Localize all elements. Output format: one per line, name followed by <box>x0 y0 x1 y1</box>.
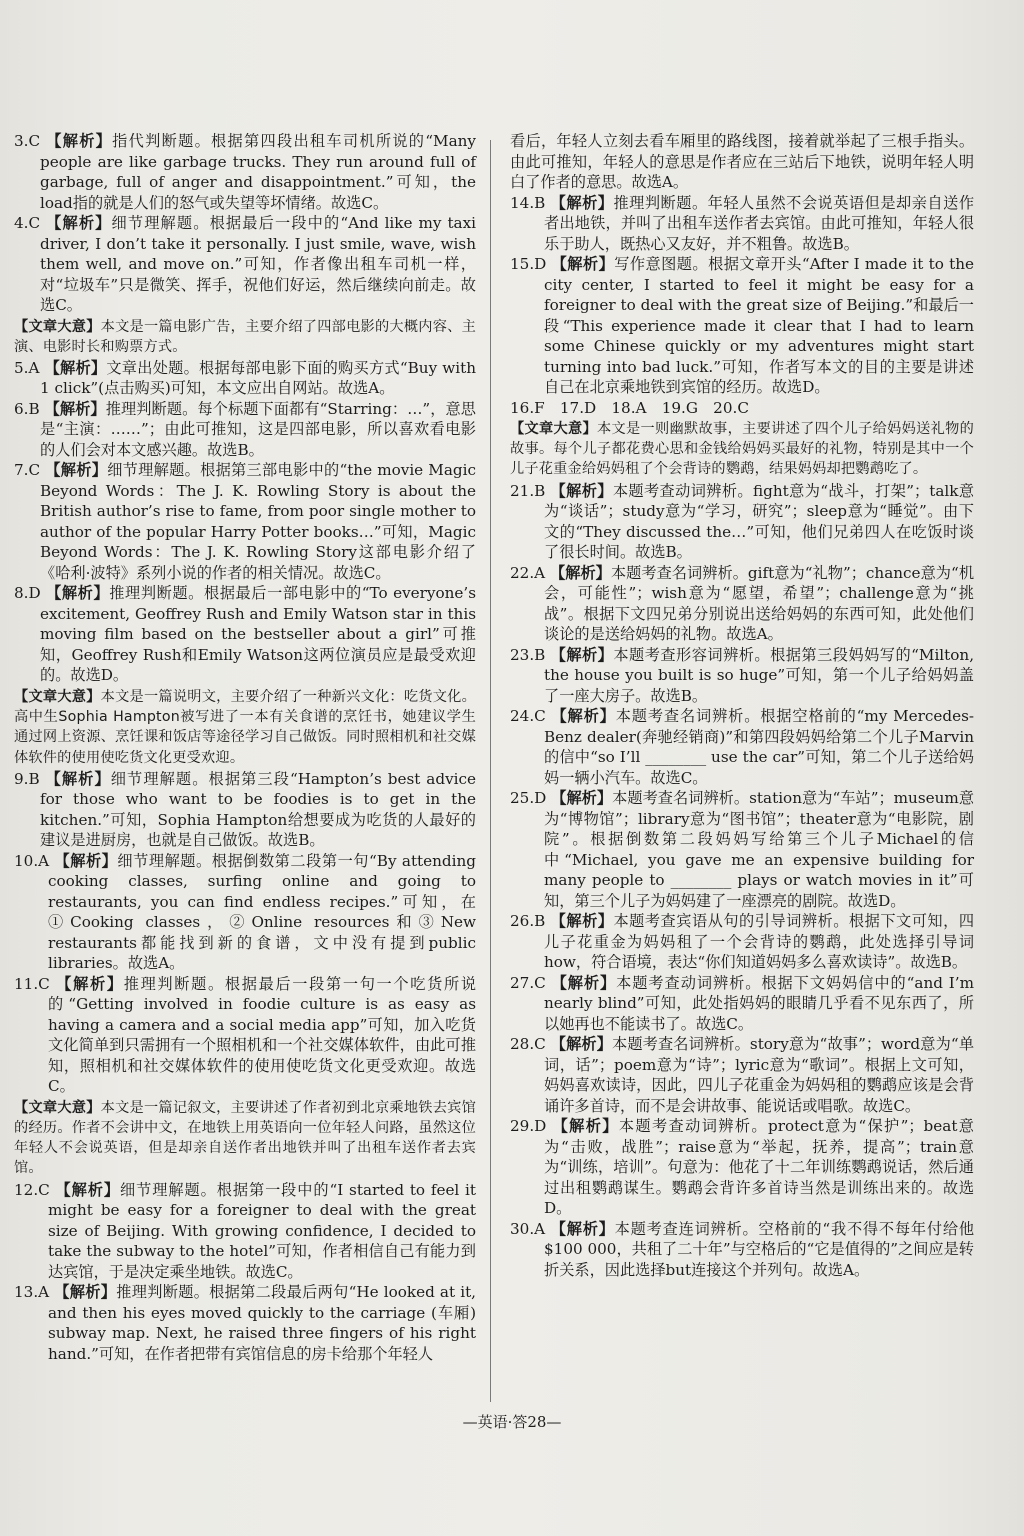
question-number: 22.A <box>510 563 546 582</box>
analysis-tag: 【解析】 <box>46 132 113 150</box>
left-column <box>14 131 476 1364</box>
analysis-text: 本题考查名词辨析。gift意为“礼物”；chance意为“机会，可能性”；wish意为“愿望，希望”；challenge意为“挑战”。根据下文四兄弟分别说出送给妈妈的东西可知，此处他们谈论的是送给妈妈的礼物。故选A。 <box>544 563 975 644</box>
analysis-tag: 【解析】 <box>45 769 111 788</box>
answer-item <box>510 1219 974 1281</box>
analysis-tag: 【解析】 <box>54 851 118 870</box>
question-number: 8.D <box>14 584 41 603</box>
article-summary <box>14 687 476 768</box>
question-number: 13.A <box>14 1283 50 1302</box>
summary-text: 本文是一篇记叙文，主要讲述了作者初到北京乘地铁去宾馆的经历。作者不会讲中文，在地铁上用英语向一位年轻人问路，虽然这位年轻人不会说英语，但是却亲自送作者出地铁并叫了出租车送作者去宾馆。 <box>14 1099 477 1177</box>
analysis-tag: 【解析】 <box>550 912 614 931</box>
answer-item <box>14 460 476 583</box>
question-number: 24.C <box>510 707 546 726</box>
analysis-tag: 【解析】 <box>55 1180 121 1199</box>
analysis-text: 本题考查形容词辨析。根据第三段妈妈写的“Milton, the house you built is so huge”可知，第一个儿子给妈妈盖了一座大房子。故选B。 <box>544 645 975 705</box>
question-number: 28.C <box>510 1035 546 1054</box>
answer-item <box>14 399 476 461</box>
summary-tag: 【文章大意】 <box>510 421 598 437</box>
analysis-tag: 【解析】 <box>550 645 614 664</box>
analysis-text: 写作意图题。根据文章开头“After I made it to the city center, I started to feel it might be easy for a foreigner to deal with the great size of Beijing.”和最后一段“This experience made it clear that I had to learn some Chinese quickly or my adventures might start turning into bad luck.”可知，作者写本文的目的主要是讲述自己在北京乘地铁到宾馆的经历。故选D。 <box>544 255 975 396</box>
question-number: 27.C <box>510 973 546 992</box>
analysis-text: 推理判断题。根据最后一段第一句一个吃货所说的“Getting involved in foodie culture is as easy as having a camera and a social media app”可知，加入吃货文化简单到只需拥有一个照相机和一个社交媒体软件，由此可推知，照相机和社交媒体软件的使用使吃货文化更受欢迎。故选C。 <box>48 974 477 1096</box>
analysis-tag: 【解析】 <box>551 789 613 808</box>
answer-text: 看后，年轻人立刻去看车厢里的路线图，接着就举起了三根手指头。由此可推知，年轻人的意思是作者应在三站后下地铁，说明年轻人明白了作者的意思。故选A。 <box>510 132 974 191</box>
question-number: 9.B <box>14 769 40 788</box>
question-number: 29.D <box>510 1117 547 1136</box>
analysis-text: 本题考查名词辨析。根据空格前的“my Mercedes-Benz dealer(奔驰经销商)”和第四段妈妈给第二个儿子Marvin的信中“so I’ll ________ use the car”可知，第二个儿子送给妈妈一辆小汽车。故选C。 <box>544 707 975 787</box>
analysis-text: 本题考查动词辨析。protect意为“保护”；beat意为“击败，战胜”；raise意为“举起，抚养，提高”；train意为“训练，培训”。句意为：他花了十二年训练鹦鹉说话，然后通过出租鹦鹉谋生。鹦鹉会背许多首诗当然是训练出来的。故选D。 <box>544 1117 974 1218</box>
answer-item <box>510 254 974 398</box>
analysis-text: 推理判断题。根据最后一部电影中的“To everyone’s excitement, Geoffrey Rush and Emily Watson star in this moving film based on the bestseller about a girl”可推知，Geoffrey Rush和Emily Watson这两位演员应是最受欢迎的。故选D。 <box>40 584 477 685</box>
analysis-text: 本题考查名词辨析。station意为“车站”；museum意为“博物馆”；library意为“图书馆”；theater意为“电影院，剧院”。根据倒数第二段妈妈写给第三个儿子Michael的信中“Michael, you gave me an expensive building for many people to ________ plays or watch movies in it”可知，第三个儿子为妈妈建了一座漂亮的剧院。故选D。 <box>544 789 975 910</box>
answer-item <box>510 645 974 707</box>
answer-item <box>14 974 476 1097</box>
question-number: 25.D <box>510 789 547 808</box>
analysis-tag: 【解析】 <box>550 193 614 212</box>
analysis-text: 本题考查宾语从句的引导词辨析。根据下文可知，四儿子花重金为妈妈租了一个会背诗的鹦鹉，此处选择引导词how，符合语境，表达“你们知道妈妈多么喜欢读诗”。故选B。 <box>544 912 975 972</box>
answer-item <box>510 563 974 645</box>
summary-text: 本文是一篇说明文，主要介绍了一种新兴文化：吃货文化。高中生Sophia Hampton被写进了一本有关食谱的烹饪书，她建议学生通过网上资源、烹饪课和饭店等途径学习自己做饭。同时照相机和社交媒体软件的使用使吃货文化更受欢迎。 <box>14 688 477 766</box>
answer-item <box>14 358 476 399</box>
answer-item <box>14 131 476 213</box>
analysis-tag: 【解析】 <box>552 1117 619 1136</box>
analysis-text: 本题考查动词辨析。fight意为“战斗，打架”；talk意为“谈话”；study意为“学习，研究”；sleep意为“睡觉”。由下文的“They discussed the…”可知，他们兄弟四人在吃饭时谈了很长时间。故选B。 <box>544 481 975 562</box>
answer-item <box>510 706 974 788</box>
answer-item <box>14 769 476 851</box>
column-divider <box>490 140 491 1402</box>
analysis-text: 推理判断题。每个标题下面都有“Starring：…”，意思是“主演：……”；由此可推知，这是四部电影，所以喜欢看电影的人们会对本文感兴趣。故选B。 <box>40 399 476 459</box>
answer-item <box>510 1116 974 1219</box>
answer-item <box>14 1180 476 1283</box>
analysis-tag: 【解析】 <box>550 481 613 500</box>
summary-text: 本文是一则幽默故事，主要讲述了四个儿子给妈妈送礼物的故事。每个儿子都花费心思和金钱给妈妈买最好的礼物，特别是其中一个儿子花重金给妈妈租了个会背诗的鹦鹉，结果妈妈却把鹦鹉吃了。 <box>510 421 975 478</box>
answer-item <box>510 788 974 911</box>
answer-item <box>510 193 974 255</box>
answer-text: 16.F 17.D 18.A 19.G 20.C <box>510 398 749 417</box>
answer-item <box>14 1282 476 1364</box>
analysis-text: 细节理解题。根据第三部电影中的“the movie Magic Beyond Words：The J. K. Rowling Story is about the British author’s rise to fame, from poor single mother to author of the popular Harry Potter books…”可知，Magic Beyond Words：The J. K. Rowling Story这部电影介绍了《哈利·波特》系列小说的作者的相关情况。故选C。 <box>40 461 476 582</box>
question-number: 30.A <box>510 1219 546 1238</box>
question-number: 26.B <box>510 912 546 931</box>
question-number: 11.C <box>14 974 50 993</box>
analysis-tag: 【解析】 <box>551 707 616 726</box>
question-number: 14.B <box>510 193 546 212</box>
question-number: 15.D <box>510 255 547 273</box>
analysis-tag: 【解析】 <box>550 563 611 582</box>
analysis-tag: 【解析】 <box>551 973 617 992</box>
answer-item <box>510 973 974 1035</box>
answer-item <box>14 213 476 316</box>
question-number: 3.C <box>14 132 41 150</box>
summary-tag: 【文章大意】 <box>14 318 101 335</box>
analysis-text: 本题考查名词辨析。story意为“故事”；word意为“单词，话”；poem意为“诗”；lyric意为“歌词”。根据上文可知，妈妈喜欢读诗，因此，四儿子花重金为妈妈租的鹦鹉应该是会背诵许多首诗，而不是会讲故事、能说话或唱歌。故选C。 <box>544 1035 975 1115</box>
analysis-tag: 【解析】 <box>550 1219 615 1238</box>
analysis-tag: 【解析】 <box>46 584 110 603</box>
analysis-text: 细节理解题。根据第一段中的“I started to feel it might be easy for a foreigner to deal with the great size of Beijing. With growing confidence, I decided to take the subway to the hotel”可知，作者相信自己有能力到达宾馆，于是决定乘坐地铁。故选C。 <box>48 1180 477 1281</box>
analysis-text: 细节理解题。根据倒数第二段第一句“By attending cooking classes, surfing online and going to restaurants, you can find endless recipes.”可知，在①Cooking classes，②Online resources和③New restaurants都能找到新的食谱，文中没有提到public libraries。故选A。 <box>48 851 477 973</box>
article-summary <box>14 317 476 357</box>
answer-item <box>14 583 476 686</box>
analysis-tag: 【解析】 <box>44 358 107 377</box>
analysis-text: 推理判断题。根据第二段最后两句“He looked at it, and then his eyes moved quickly to the carriage (车厢) subway map. Next, he raised three fingers of his right hand.”可知，在作者把带有宾馆信息的房卡给那个年轻人 <box>48 1283 477 1363</box>
analysis-text: 细节理解题。根据第三段“Hampton’s best advice for those who want to be foodies is to get in the kitchen.”可知，Sophia Hampton给想要成为吃货的人最好的建议是进厨房，也就是自己做饭。故选B。 <box>40 769 477 850</box>
question-number: 21.B <box>510 481 546 500</box>
article-summary <box>510 419 974 480</box>
summary-text: 本文是一篇电影广告，主要介绍了四部电影的大概内容、主演、电影时长和购票方式。 <box>14 318 477 355</box>
analysis-text: 推理判断题。年轻人虽然不会说英语但是却亲自送作者出地铁，并叫了出租车送作者去宾馆。由此可推知，年轻人很乐于助人，既热心又友好，并不粗鲁。故选B。 <box>544 193 975 253</box>
summary-tag: 【文章大意】 <box>14 1099 101 1116</box>
right-column <box>510 131 974 1280</box>
summary-tag: 【文章大意】 <box>14 688 101 705</box>
analysis-text: 本题考查连词辨析。空格前的“我不得不每年付给他$100 000，共租了二十年”与空格后的“它是值得的”之间应是转折关系，因此选择but连接这个并列句。故选A。 <box>544 1219 975 1279</box>
analysis-text: 文章出处题。根据每部电影下面的购买方式“Buy with 1 click”(点击购买)可知，本文应出自网站。故选A。 <box>40 358 477 398</box>
analysis-tag: 【解析】 <box>550 1035 613 1054</box>
analysis-text: 细节理解题。根据最后一段中的“And like my taxi driver, I don’t take it personally. I just smile, wave, wish them well, and move on.”可知，作者像出租车司机一样，对“垃圾车”只是微笑、挥手，祝他们好运，然后继续向前走。故选C。 <box>40 214 477 314</box>
article-summary <box>14 1098 476 1179</box>
analysis-tag: 【解析】 <box>56 974 124 993</box>
question-number: 4.C <box>14 214 41 232</box>
analysis-text: 指代判断题。根据第四段出租车司机所说的“Many people are like garbage trucks. They run around full of garbage, full of anger and disappointment.”可知，the load指的就是人们的怒气或失望等坏情绪。故选C。 <box>40 132 477 212</box>
answer-item <box>14 851 476 974</box>
answer-item <box>510 911 974 973</box>
question-number: 12.C <box>14 1180 50 1199</box>
analysis-tag: 【解析】 <box>46 214 112 232</box>
question-number: 10.A <box>14 851 50 870</box>
analysis-text: 本题考查动词辨析。根据下文妈妈信中的“and I’m nearly blind”可知，此处指妈妈的眼睛几乎看不见东西了，所以她再也不能读书了。故选C。 <box>544 973 974 1033</box>
analysis-tag: 【解析】 <box>551 255 615 273</box>
analysis-tag: 【解析】 <box>45 461 108 480</box>
answer-item <box>510 481 974 563</box>
question-number: 6.B <box>14 399 40 418</box>
question-number: 7.C <box>14 461 41 480</box>
question-number: 5.A <box>14 358 40 377</box>
analysis-tag: 【解析】 <box>44 399 106 418</box>
page-footer: —英语·答28— <box>462 1413 562 1431</box>
analysis-tag: 【解析】 <box>54 1283 117 1302</box>
question-number: 23.B <box>510 645 546 664</box>
answer-item <box>510 1034 974 1116</box>
